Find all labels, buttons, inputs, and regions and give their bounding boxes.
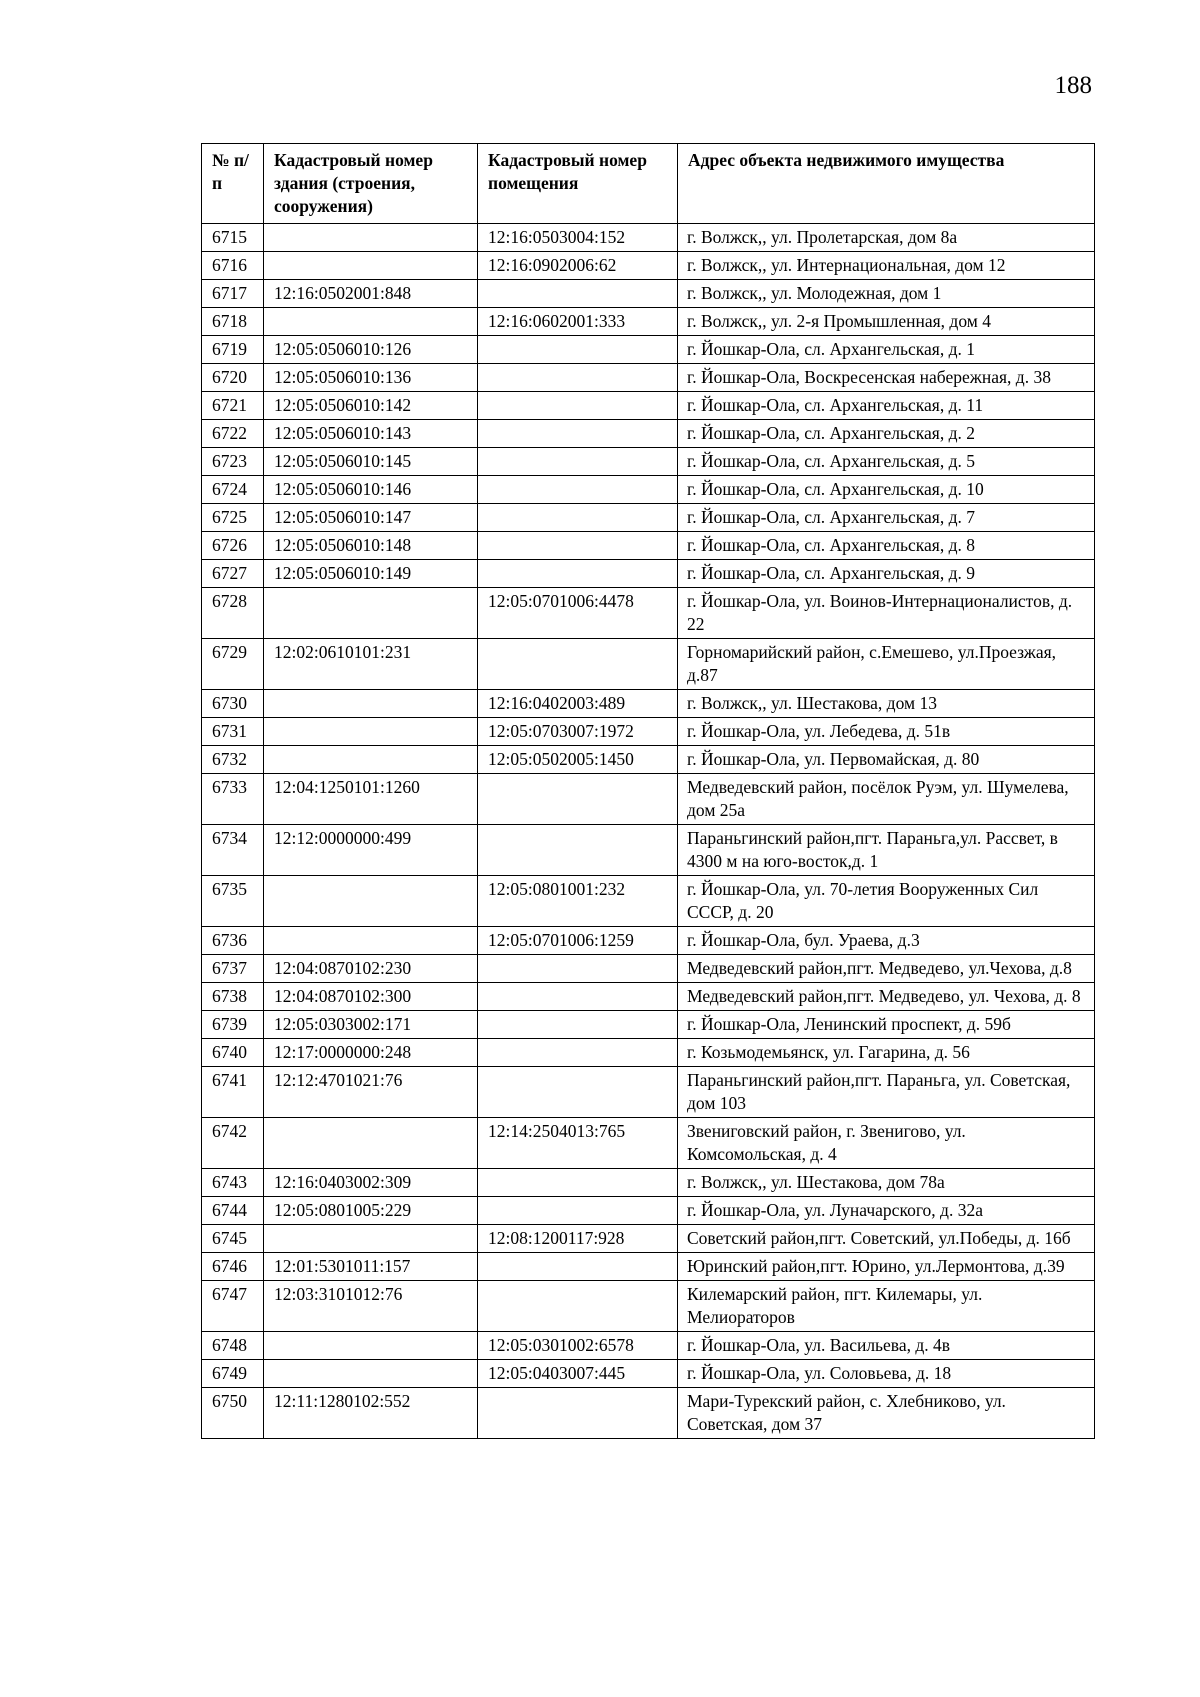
cell-number: 6742 xyxy=(202,1118,264,1169)
cell-address: Горномарийский район, с.Емешево, ул.Проезжая, д.87 xyxy=(678,639,1095,690)
cell-room-cadastral: 12:16:0402003:489 xyxy=(478,690,678,718)
cell-number: 6726 xyxy=(202,532,264,560)
cell-room-cadastral: 12:16:0503004:152 xyxy=(478,224,678,252)
table-row xyxy=(202,1011,1095,1039)
cell-room-cadastral xyxy=(478,420,678,448)
cell-address: г. Йошкар-Ола, ул. Первомайская, д. 80 xyxy=(678,746,1095,774)
cell-building-cadastral: 12:05:0303002:171 xyxy=(264,1011,478,1039)
cell-room-cadastral xyxy=(478,1197,678,1225)
table-row xyxy=(202,392,1095,420)
cell-building-cadastral xyxy=(264,718,478,746)
table-body xyxy=(202,224,1095,1439)
cell-number: 6746 xyxy=(202,1253,264,1281)
cell-room-cadastral xyxy=(478,392,678,420)
cell-building-cadastral xyxy=(264,224,478,252)
cell-room-cadastral: 12:05:0701006:4478 xyxy=(478,588,678,639)
cell-number: 6743 xyxy=(202,1169,264,1197)
cell-room-cadastral xyxy=(478,983,678,1011)
cell-number: 6747 xyxy=(202,1281,264,1332)
cell-address: г. Йошкар-Ола, сл. Архангельская, д. 7 xyxy=(678,504,1095,532)
table-row xyxy=(202,476,1095,504)
table-row xyxy=(202,955,1095,983)
cell-building-cadastral: 12:12:4701021:76 xyxy=(264,1067,478,1118)
cell-building-cadastral: 12:16:0403002:309 xyxy=(264,1169,478,1197)
cell-room-cadastral: 12:16:0902006:62 xyxy=(478,252,678,280)
cell-room-cadastral: 12:05:0801001:232 xyxy=(478,876,678,927)
cell-room-cadastral xyxy=(478,1253,678,1281)
table-row xyxy=(202,532,1095,560)
cell-address: Звениговский район, г. Звенигово, ул. Комсомольская, д. 4 xyxy=(678,1118,1095,1169)
cell-building-cadastral xyxy=(264,927,478,955)
table-row xyxy=(202,718,1095,746)
cell-room-cadastral xyxy=(478,1281,678,1332)
cell-address: г. Йошкар-Ола, ул. Луначарского, д. 32а xyxy=(678,1197,1095,1225)
cell-number: 6750 xyxy=(202,1388,264,1439)
cell-room-cadastral xyxy=(478,825,678,876)
cell-building-cadastral: 12:02:0610101:231 xyxy=(264,639,478,690)
cell-number: 6740 xyxy=(202,1039,264,1067)
cell-address: г. Йошкар-Ола, сл. Архангельская, д. 10 xyxy=(678,476,1095,504)
cell-number: 6732 xyxy=(202,746,264,774)
cell-number: 6749 xyxy=(202,1360,264,1388)
cell-number: 6729 xyxy=(202,639,264,690)
cell-address: г. Волжск,, ул. Интернациональная, дом 12 xyxy=(678,252,1095,280)
cell-number: 6735 xyxy=(202,876,264,927)
table-row xyxy=(202,927,1095,955)
table-row xyxy=(202,1281,1095,1332)
cell-building-cadastral: 12:11:1280102:552 xyxy=(264,1388,478,1439)
cell-number: 6737 xyxy=(202,955,264,983)
cell-address: г. Волжск,, ул. Пролетарская, дом 8а xyxy=(678,224,1095,252)
table-row xyxy=(202,1253,1095,1281)
cell-number: 6748 xyxy=(202,1332,264,1360)
cell-room-cadastral: 12:05:0703007:1972 xyxy=(478,718,678,746)
cell-number: 6718 xyxy=(202,308,264,336)
cell-building-cadastral: 12:05:0506010:148 xyxy=(264,532,478,560)
table-row xyxy=(202,448,1095,476)
table-row xyxy=(202,420,1095,448)
header-room-cadastral: Кадастровый номер помещения xyxy=(478,144,678,224)
cell-building-cadastral: 12:16:0502001:848 xyxy=(264,280,478,308)
cell-address: г. Йошкар-Ола, ул. Лебедева, д. 51в xyxy=(678,718,1095,746)
cell-building-cadastral xyxy=(264,252,478,280)
cell-number: 6745 xyxy=(202,1225,264,1253)
cell-building-cadastral: 12:05:0506010:145 xyxy=(264,448,478,476)
cell-address: г. Йошкар-Ола, Ленинский проспект, д. 59б xyxy=(678,1011,1095,1039)
cell-room-cadastral xyxy=(478,364,678,392)
cell-number: 6721 xyxy=(202,392,264,420)
cell-number: 6720 xyxy=(202,364,264,392)
table-row xyxy=(202,224,1095,252)
table-row xyxy=(202,252,1095,280)
cell-room-cadastral xyxy=(478,1067,678,1118)
header-address: Адрес объекта недвижимого имущества xyxy=(678,144,1095,224)
cell-address: Килемарский район, пгт. Килемары, ул. Мелиораторов xyxy=(678,1281,1095,1332)
cell-building-cadastral xyxy=(264,746,478,774)
cell-number: 6715 xyxy=(202,224,264,252)
cell-room-cadastral xyxy=(478,639,678,690)
cell-building-cadastral xyxy=(264,1118,478,1169)
cell-room-cadastral: 12:05:0301002:6578 xyxy=(478,1332,678,1360)
cell-number: 6734 xyxy=(202,825,264,876)
page-number: 188 xyxy=(1054,72,1092,99)
cell-number: 6716 xyxy=(202,252,264,280)
cell-address: Мари-Турекский район, с. Хлебниково, ул. Советская, дом 37 xyxy=(678,1388,1095,1439)
table-row xyxy=(202,1388,1095,1439)
table-row xyxy=(202,364,1095,392)
cell-address: Советский район,пгт. Советский, ул.Победы, д. 16б xyxy=(678,1225,1095,1253)
cell-room-cadastral xyxy=(478,955,678,983)
table-row xyxy=(202,1169,1095,1197)
cell-building-cadastral: 12:05:0506010:146 xyxy=(264,476,478,504)
cell-room-cadastral xyxy=(478,774,678,825)
cell-number: 6725 xyxy=(202,504,264,532)
cell-address: г. Йошкар-Ола, ул. Воинов-Интернационалистов, д. 22 xyxy=(678,588,1095,639)
cell-building-cadastral: 12:01:5301011:157 xyxy=(264,1253,478,1281)
cell-number: 6741 xyxy=(202,1067,264,1118)
cell-room-cadastral: 12:14:2504013:765 xyxy=(478,1118,678,1169)
table-row xyxy=(202,876,1095,927)
table-row xyxy=(202,1197,1095,1225)
cell-room-cadastral xyxy=(478,1039,678,1067)
cell-room-cadastral xyxy=(478,448,678,476)
table-row xyxy=(202,1225,1095,1253)
table-row xyxy=(202,560,1095,588)
cell-room-cadastral xyxy=(478,532,678,560)
cell-address: г. Волжск,, ул. Шестакова, дом 13 xyxy=(678,690,1095,718)
cell-room-cadastral: 12:08:1200117:928 xyxy=(478,1225,678,1253)
cell-room-cadastral xyxy=(478,1388,678,1439)
cell-address: г. Козьмодемьянск, ул. Гагарина, д. 56 xyxy=(678,1039,1095,1067)
cell-building-cadastral: 12:05:0506010:126 xyxy=(264,336,478,364)
cell-building-cadastral: 12:05:0506010:143 xyxy=(264,420,478,448)
cell-address: Медведевский район,пгт. Медведево, ул. Чехова, д. 8 xyxy=(678,983,1095,1011)
cell-address: г. Волжск,, ул. 2-я Промышленная, дом 4 xyxy=(678,308,1095,336)
cell-building-cadastral: 12:03:3101012:76 xyxy=(264,1281,478,1332)
cell-building-cadastral xyxy=(264,308,478,336)
table-row xyxy=(202,1332,1095,1360)
cell-building-cadastral: 12:05:0506010:149 xyxy=(264,560,478,588)
cell-building-cadastral xyxy=(264,876,478,927)
cell-room-cadastral xyxy=(478,476,678,504)
table-row xyxy=(202,983,1095,1011)
cell-number: 6717 xyxy=(202,280,264,308)
cell-address: г. Йошкар-Ола, сл. Архангельская, д. 9 xyxy=(678,560,1095,588)
cell-room-cadastral xyxy=(478,560,678,588)
cell-address: г. Йошкар-Ола, сл. Архангельская, д. 2 xyxy=(678,420,1095,448)
cell-number: 6724 xyxy=(202,476,264,504)
cell-building-cadastral: 12:04:1250101:1260 xyxy=(264,774,478,825)
cell-address: Медведевский район, посёлок Руэм, ул. Шумелева, дом 25а xyxy=(678,774,1095,825)
cell-address: г. Йошкар-Ола, сл. Архангельская, д. 8 xyxy=(678,532,1095,560)
table-row xyxy=(202,280,1095,308)
cell-number: 6744 xyxy=(202,1197,264,1225)
cell-room-cadastral: 12:16:0602001:333 xyxy=(478,308,678,336)
cell-number: 6723 xyxy=(202,448,264,476)
cell-number: 6727 xyxy=(202,560,264,588)
cell-number: 6738 xyxy=(202,983,264,1011)
cell-address: г. Йошкар-Ола, ул. 70-летия Вооруженных Сил СССР, д. 20 xyxy=(678,876,1095,927)
table-row xyxy=(202,336,1095,364)
cell-building-cadastral: 12:05:0801005:229 xyxy=(264,1197,478,1225)
cell-number: 6733 xyxy=(202,774,264,825)
cell-address: Параньгинский район,пгт. Параньга,ул. Рассвет, в 4300 м на юго-восток,д. 1 xyxy=(678,825,1095,876)
cell-address: г. Йошкар-Ола, бул. Ураева, д.3 xyxy=(678,927,1095,955)
cell-room-cadastral: 12:05:0403007:445 xyxy=(478,1360,678,1388)
cell-number: 6739 xyxy=(202,1011,264,1039)
cell-room-cadastral: 12:05:0502005:1450 xyxy=(478,746,678,774)
cell-room-cadastral xyxy=(478,1169,678,1197)
cell-building-cadastral xyxy=(264,690,478,718)
table-row xyxy=(202,308,1095,336)
cell-number: 6731 xyxy=(202,718,264,746)
table-row xyxy=(202,588,1095,639)
property-registry-table xyxy=(201,143,1095,1439)
cell-address: г. Йошкар-Ола, сл. Архангельская, д. 11 xyxy=(678,392,1095,420)
cell-room-cadastral xyxy=(478,504,678,532)
cell-building-cadastral: 12:04:0870102:300 xyxy=(264,983,478,1011)
table-row xyxy=(202,690,1095,718)
header-building-cadastral: Кадастровый номер здания (строения, сооружения) xyxy=(264,144,478,224)
cell-building-cadastral: 12:05:0506010:136 xyxy=(264,364,478,392)
table-row xyxy=(202,774,1095,825)
cell-building-cadastral xyxy=(264,1225,478,1253)
table-row xyxy=(202,746,1095,774)
table-row xyxy=(202,1067,1095,1118)
cell-address: г. Йошкар-Ола, ул. Васильева, д. 4в xyxy=(678,1332,1095,1360)
cell-address: г. Волжск,, ул. Шестакова, дом 78а xyxy=(678,1169,1095,1197)
cell-room-cadastral xyxy=(478,280,678,308)
cell-room-cadastral: 12:05:0701006:1259 xyxy=(478,927,678,955)
cell-address: Юринский район,пгт. Юрино, ул.Лермонтова, д.39 xyxy=(678,1253,1095,1281)
table-header-row xyxy=(202,144,1095,224)
cell-number: 6728 xyxy=(202,588,264,639)
table-row xyxy=(202,1039,1095,1067)
cell-address: г. Волжск,, ул. Молодежная, дом 1 xyxy=(678,280,1095,308)
cell-address: г. Йошкар-Ола, сл. Архангельская, д. 5 xyxy=(678,448,1095,476)
cell-address: г. Йошкар-Ола, Воскресенская набережная, д. 38 xyxy=(678,364,1095,392)
cell-building-cadastral: 12:17:0000000:248 xyxy=(264,1039,478,1067)
table-row xyxy=(202,504,1095,532)
cell-building-cadastral: 12:05:0506010:142 xyxy=(264,392,478,420)
cell-address: Медведевский район,пгт. Медведево, ул.Чехова, д.8 xyxy=(678,955,1095,983)
cell-building-cadastral: 12:04:0870102:230 xyxy=(264,955,478,983)
cell-room-cadastral xyxy=(478,336,678,364)
cell-number: 6730 xyxy=(202,690,264,718)
cell-address: г. Йошкар-Ола, сл. Архангельская, д. 1 xyxy=(678,336,1095,364)
cell-building-cadastral xyxy=(264,588,478,639)
cell-number: 6736 xyxy=(202,927,264,955)
cell-number: 6722 xyxy=(202,420,264,448)
cell-building-cadastral xyxy=(264,1360,478,1388)
cell-address: г. Йошкар-Ола, ул. Соловьева, д. 18 xyxy=(678,1360,1095,1388)
cell-building-cadastral: 12:12:0000000:499 xyxy=(264,825,478,876)
cell-building-cadastral xyxy=(264,1332,478,1360)
table-row xyxy=(202,639,1095,690)
table-row xyxy=(202,825,1095,876)
table-row xyxy=(202,1360,1095,1388)
cell-building-cadastral: 12:05:0506010:147 xyxy=(264,504,478,532)
table-row xyxy=(202,1118,1095,1169)
cell-room-cadastral xyxy=(478,1011,678,1039)
header-number: № п/п xyxy=(202,144,264,224)
cell-address: Параньгинский район,пгт. Параньга, ул. Советская, дом 103 xyxy=(678,1067,1095,1118)
cell-number: 6719 xyxy=(202,336,264,364)
